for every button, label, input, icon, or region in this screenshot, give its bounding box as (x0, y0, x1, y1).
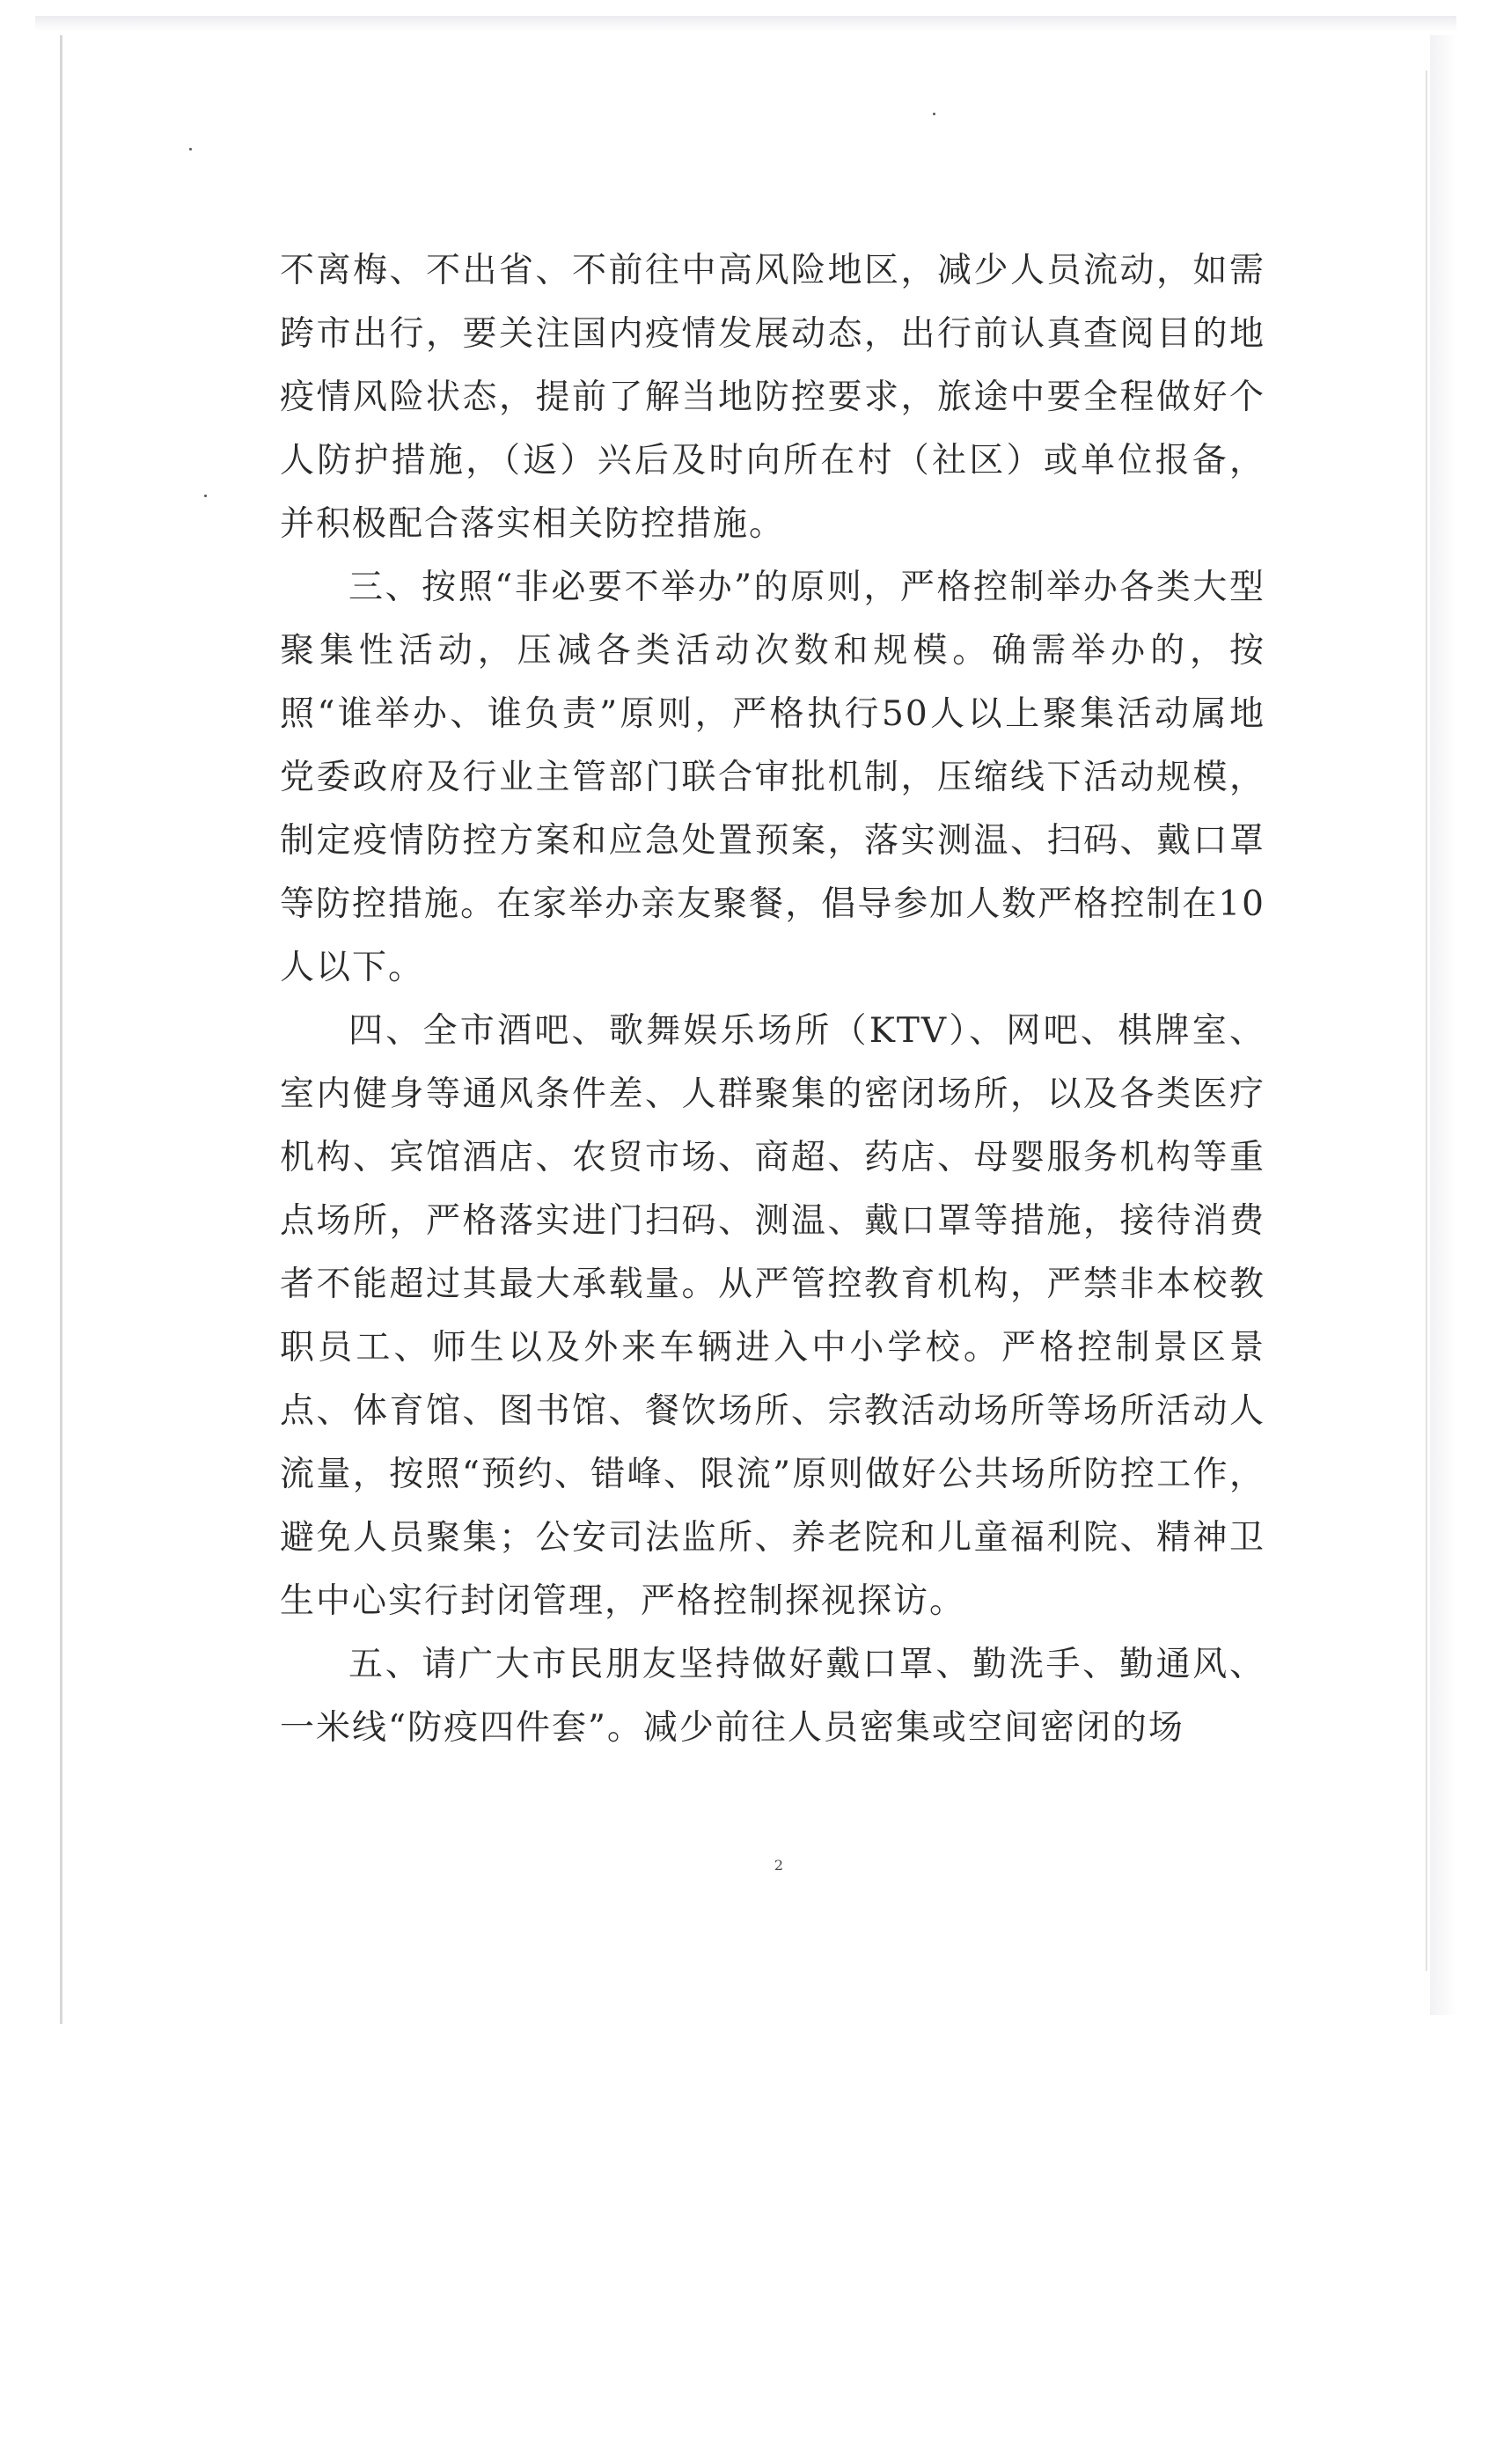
scan-speck (933, 113, 935, 115)
scan-speck (204, 495, 207, 497)
scan-top-edge (35, 16, 1456, 32)
paragraph-item-4: 四、全市酒吧、歌舞娱乐场所（KTV）、网吧、棋牌室、室内健身等通风条件差、人群聚集的密闭场所，以及各类医疗机构、宾馆酒店、农贸市场、商超、药店、母婴服务机构等重点场所，严格落实进门扫码、测温、戴口罩等措施，接待消费者不能超过其最大承载量。从严管控教育机构，严禁非本校教职员工、师生以及外来车辆进入中小学校。严格控制景区景点、体育馆、图书馆、餐饮场所、宗教活动场所等场所活动人流量，按照“预约、错峰、限流”原则做好公共场所防控工作，避免人员聚集；公安司法监所、养老院和儿童福利院、精神卫生中心实行封闭管理，严格控制探视探访。 (280, 1011, 1265, 1621)
document-body (280, 239, 1265, 1760)
scan-left-edge (60, 35, 62, 2024)
scan-right-shadow (1430, 35, 1456, 2015)
scan-right-edge (1426, 70, 1427, 1971)
page-number: 2 (774, 1857, 784, 1874)
paragraph-item-3: 三、按照“非必要不举办”的原则，严格控制举办各类大型聚集性活动，压减各类活动次数和规模。确需举办的，按照“谁举办、谁负责”原则，严格执行50人以上聚集活动属地党委政府及行业主管部门联合审批机制，压缩线下活动规模，制定疫情防控方案和应急处置预案，落实测温、扫码、戴口罩等防控措施。在家举办亲友聚餐，倡导参加人数严格控制在10人以下。 (280, 568, 1265, 987)
paragraph-continuation: 不离梅、不出省、不前往中高风险地区，减少人员流动，如需跨市出行，要关注国内疫情发展动态，出行前认真查阅目的地疫情风险状态，提前了解当地防控要求，旅途中要全程做好个人防护措施，（返）兴后及时向所在村（社区）或单位报备，并积极配合落实相关防控措施。 (280, 251, 1265, 544)
paragraph-item-5: 五、请广大市民朋友坚持做好戴口罩、勤洗手、勤通风、一米线“防疫四件套”。减少前往人员密集或空间密闭的场 (280, 1645, 1265, 1748)
scan-speck (189, 148, 192, 150)
